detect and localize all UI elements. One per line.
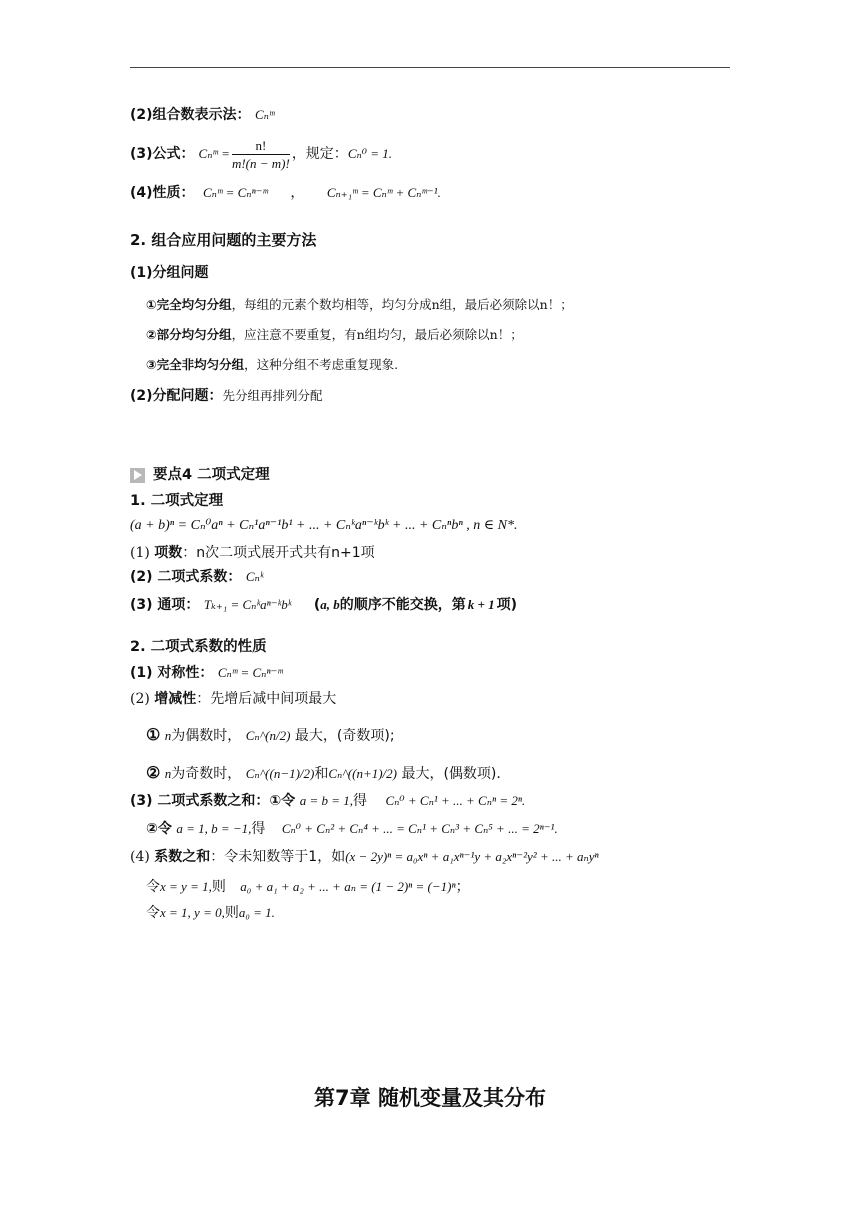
general-expr: Tₖ₊₁ = Cₙᵏaⁿ⁻ᵏbᵏ xyxy=(203,597,292,612)
general-note-k: k + 1 xyxy=(467,597,495,612)
let2-pre: 令 xyxy=(146,905,160,921)
total-prefix: (4) xyxy=(130,849,155,865)
distribution-label: (2)分配问题： xyxy=(130,388,223,404)
general-note-ab: a, b xyxy=(320,597,340,612)
even-text: 为偶数时， xyxy=(171,728,242,744)
terms-bold: 项数 xyxy=(154,545,183,561)
sym-expr: Cₙᵐ = Cₙⁿ⁻ᵐ xyxy=(217,665,283,680)
sum1-marker: ①令 xyxy=(269,793,296,809)
sum2-de: 得 xyxy=(251,821,266,837)
play-icon xyxy=(130,468,145,483)
top-rule xyxy=(130,67,730,68)
sym-label: (1) 对称性： xyxy=(130,665,214,681)
methods-heading: 2. 组合应用问题的主要方法 xyxy=(130,231,317,249)
item1-text: ，每组的元素个数均相等，均匀分成n组，最后必须除以n！； xyxy=(231,297,573,312)
total-bold: 系数之和 xyxy=(154,849,211,865)
property-label: (4)性质： xyxy=(130,185,195,201)
odd-and: 和 xyxy=(314,766,329,782)
let2-line xyxy=(146,904,275,922)
notation-formula: Cₙᵐ xyxy=(255,107,275,122)
let1-pre: 令 xyxy=(146,879,160,895)
formula-numerator: n! xyxy=(232,137,290,155)
formula-denominator: m!(n − m)! xyxy=(231,155,290,171)
item2-bold: ②部分均匀分组 xyxy=(146,327,232,342)
property-2: Cₙ₊₁ᵐ = Cₙᵐ + Cₙᵐ⁻¹. xyxy=(326,185,441,200)
even-n: n xyxy=(164,728,172,743)
property-line xyxy=(130,184,441,202)
sum2-cond: a = 1, b = −1, xyxy=(176,821,252,836)
terms-prefix: (1) xyxy=(130,545,155,561)
coef-expr: Cₙᵏ xyxy=(245,569,264,584)
grouping-item-1 xyxy=(146,296,573,314)
keypoint-title-line xyxy=(130,466,270,484)
formula-rule-expr: Cₙ⁰ = 1. xyxy=(347,146,392,161)
let1-ze: 则 xyxy=(211,879,226,895)
let2-ze: 则 xyxy=(224,905,239,921)
even-expr: Cₙ^(n/2) xyxy=(245,728,291,743)
item1-bold: ①完全均匀分组 xyxy=(146,297,232,312)
terms-text: ：n次二项式展开式共有n+1项 xyxy=(182,545,375,561)
odd-expr-1: Cₙ^((n−1)/2) xyxy=(245,766,315,781)
general-note-pre: ( xyxy=(313,597,321,613)
expansion-formula: (a + b)ⁿ = Cₙ⁰aⁿ + Cₙ¹aⁿ⁻¹b¹ + ... + Cₙᵏaⁿ⁻ᵏbᵏ + ... + Cₙⁿbⁿ , n ∈ N*. xyxy=(130,518,518,533)
let1-expr: a₀ + a₁ + a₂ + ... + aₙ = (1 − 2)ⁿ = (−1)ⁿ xyxy=(240,879,456,894)
grouping-title: (1)分组问题 xyxy=(130,265,209,281)
section1-title: 1. 二项式定理 xyxy=(130,493,224,509)
terms-line xyxy=(130,544,375,562)
sum-line-2 xyxy=(146,820,558,838)
notation-line xyxy=(130,106,274,124)
odd-n: n xyxy=(164,766,172,781)
let2-cond: x = 1, y = 0, xyxy=(160,905,225,920)
sum2-marker: ②令 xyxy=(146,821,172,837)
total-expr: (x − 2y)ⁿ = a₀xⁿ + a₁xⁿ⁻¹y + a₂xⁿ⁻²y² + ... + aₙyⁿ xyxy=(345,849,599,864)
formula-label: (3)公式： xyxy=(130,146,195,162)
general-note-mid: 的顺序不能交换，第 xyxy=(339,597,466,613)
let1-cond: x = y = 1, xyxy=(160,879,212,894)
chapter-title: 第7章 随机变量及其分布 xyxy=(314,1086,546,1110)
general-term-line xyxy=(130,596,517,614)
formula-lhs: Cₙᵐ = xyxy=(198,146,230,161)
coef-line xyxy=(130,568,263,586)
total-sum-line xyxy=(130,848,599,866)
property-1: Cₙᵐ = Cₙⁿ⁻ᵐ xyxy=(203,185,268,200)
keypoint-title: 要点4 二项式定理 xyxy=(153,467,270,483)
odd-text: 为奇数时， xyxy=(171,766,242,782)
general-label: (3) 通项： xyxy=(130,597,200,613)
notation-label: (2)组合数表示法： xyxy=(130,107,251,123)
let1-end: ； xyxy=(455,879,470,895)
odd-expr-2: Cₙ^((n+1)/2) xyxy=(328,766,397,781)
odd-marker: ② xyxy=(146,763,161,782)
distribution-line xyxy=(130,387,323,405)
mono-bold: 增减性 xyxy=(154,691,197,707)
general-note-end: 项) xyxy=(496,597,518,613)
even-case-line xyxy=(146,726,395,745)
monotonic-line xyxy=(130,690,336,708)
item3-text: ，这种分组不考虑重复现象. xyxy=(244,357,399,372)
sum1-de: 得 xyxy=(353,793,368,809)
sum-label: (3) 二项式系数之和： xyxy=(130,793,270,809)
odd-tail: 最大，(偶数项). xyxy=(401,766,501,782)
even-tail: 最大，(奇数项); xyxy=(294,728,395,744)
symmetry-line xyxy=(130,664,283,682)
grouping-item-3 xyxy=(146,356,398,374)
general-note xyxy=(314,597,517,613)
sum-line-1 xyxy=(130,792,525,810)
formula-line xyxy=(130,134,392,174)
item2-text: ，应注意不要重复，有n组均匀，最后必须除以n！； xyxy=(231,327,523,342)
total-text: ：令未知数等于1，如 xyxy=(210,849,346,865)
property-sep: ， xyxy=(290,185,305,201)
odd-case-line xyxy=(146,764,501,783)
item3-bold: ③完全非均匀分组 xyxy=(146,357,245,372)
formula-rule: ，规定： xyxy=(291,146,348,162)
distribution-text: 先分组再排列分配 xyxy=(222,388,323,403)
grouping-item-2 xyxy=(146,326,523,344)
mono-text: ：先增后减中间项最大 xyxy=(196,691,337,707)
formula-fraction xyxy=(232,137,290,172)
let1-line xyxy=(146,878,470,896)
properties-heading: 2. 二项式系数的性质 xyxy=(130,639,267,655)
sum1-expr: Cₙ⁰ + Cₙ¹ + ... + Cₙⁿ = 2ⁿ. xyxy=(385,793,526,808)
mono-prefix: (2) xyxy=(130,691,155,707)
sum2-expr: Cₙ⁰ + Cₙ² + Cₙ⁴ + ... = Cₙ¹ + Cₙ³ + Cₙ⁵ + ... = 2ⁿ⁻¹. xyxy=(281,821,558,836)
sum1-cond: a = b = 1, xyxy=(299,793,354,808)
even-marker: ① xyxy=(146,725,161,744)
let2-expr: a₀ = 1. xyxy=(238,905,275,920)
coef-label: (2) 二项式系数： xyxy=(130,569,242,585)
